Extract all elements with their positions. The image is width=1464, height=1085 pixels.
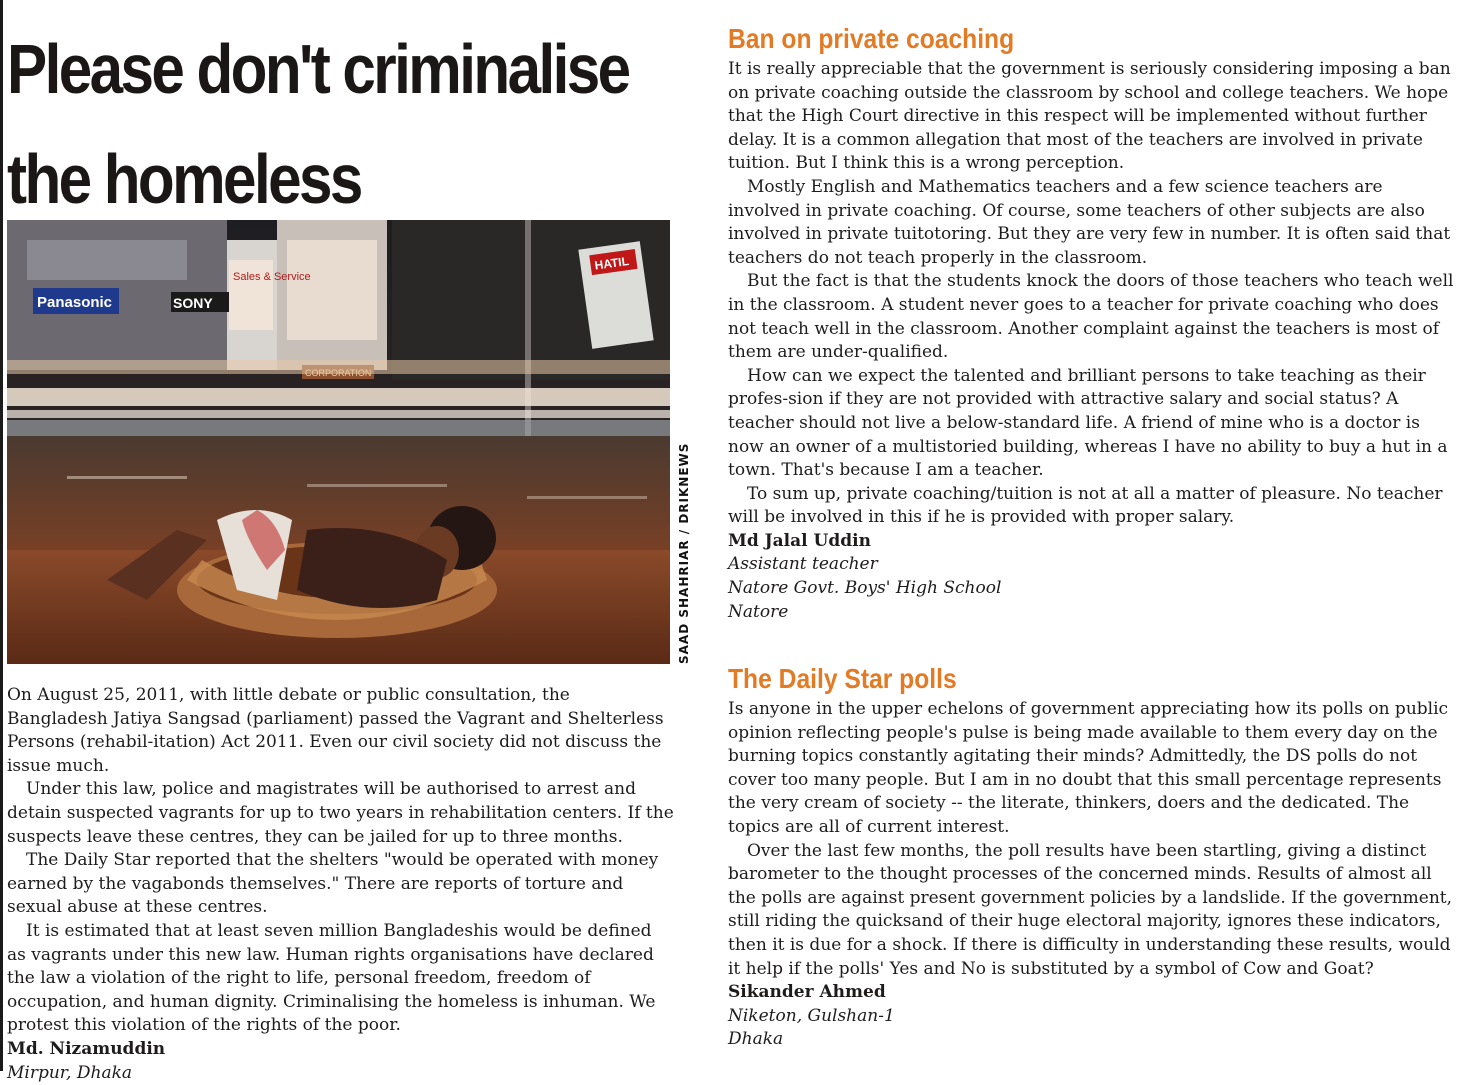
photo-illustration xyxy=(7,220,670,664)
coaching-letter xyxy=(728,22,1454,624)
headline-line-1: Please don't criminalise xyxy=(7,30,629,108)
author-name: Md Jalal Uddin xyxy=(728,530,1454,554)
paragraph: How can we expect the talented and brilliant persons to take teaching as their profes-sion if they are not provided with attractive salary and social status? A teacher should not live a below-standard life. A friend of mine who is a doctor is now an owner of a multistoried building, whereas I have no ability to buy a hut in a town. That's because I am a teacher. xyxy=(728,365,1454,483)
author-city: Dhaka xyxy=(728,1028,1454,1052)
sign-panasonic: Panasonic xyxy=(37,294,112,311)
paragraph: Under this law, police and magistrates will be authorised to arrest and detain suspected vagrants for up to two years in rehabilitation centers. If the suspects leave these centres, they can be jailed for up to three months. xyxy=(7,778,675,849)
paragraph: Mostly English and Mathematics teachers and a few science teachers are involved in private coaching. Of course, some teachers of other subjects are also involved in private tuitotoring. But they are very few in number. It is often said that teachers do not teach properly in the classroom. xyxy=(728,176,1454,270)
news-photo xyxy=(7,220,670,664)
paragraph: To sum up, private coaching/tuition is not at all a matter of pleasure. No teacher will be involved in this if he is provided with proper salary. xyxy=(728,483,1454,530)
paragraph: On August 25, 2011, with little debate or public consultation, the Bangladesh Jatiya Sangsad (parliament) passed the Vagrant and Shelterless Persons (rehabil-itation) Act 2011. Even our civil society did not discuss the issue much. xyxy=(7,684,675,778)
headline-line-2: the homeless xyxy=(7,140,361,218)
author-location: Mirpur, Dhaka xyxy=(7,1062,675,1085)
sign-hatil: HATIL xyxy=(594,254,630,273)
paragraph: Over the last few months, the poll results have been startling, giving a distinct barometer to the thought processes of the concerned minds. Results of almost all the polls are against present government policies by a landslide. If the government, still riding the quicksand of their huge electoral majority, ignores these indicators, then it is due for a shock. If there is difficulty in understanding these results, would it help if the polls' Yes and No is substituted by a symbol of Cow and Goat? xyxy=(728,840,1454,982)
author-role: Assistant teacher xyxy=(728,553,1454,577)
homeless-letter-body xyxy=(7,684,675,1085)
polls-letter xyxy=(728,662,1454,1052)
paragraph: Is anyone in the upper echelons of government appreciating how its polls on public opinion reflecting people's pulse is being made available to them every day on the burning topics constantly agitating their minds? Admittedly, the DS polls do not cover too many people. But I am in no doubt that this small percentage represents the very cream of society -- the literate, thinkers, doers and the dedicated. The topics are all of current interest. xyxy=(728,698,1454,840)
author-address: Niketon, Gulshan-1 xyxy=(728,1005,1454,1029)
author-school: Natore Govt. Boys' High School xyxy=(728,577,1454,601)
paragraph: It is really appreciable that the government is seriously considering imposing a ban on private coaching outside the classroom by school and college teachers. We hope that the High Court directive in this respect will be implemented without further delay. It is a common allegation that most of the teachers are involved in private tuition. But I think this is a wrong perception. xyxy=(728,58,1454,176)
paragraph: But the fact is that the students knock the doors of those teachers who teach well in the classroom. A student never goes to a teacher for private coaching who does not teach well in the classroom. Another complaint against the teachers is most of them are under-qualified. xyxy=(728,270,1454,364)
sign-sales-service: Sales & Service xyxy=(233,271,311,283)
section-title: Ban on private coaching xyxy=(728,22,1367,56)
headline xyxy=(7,14,609,234)
sign-sony: SONY xyxy=(173,295,213,311)
photo-credit: SAAD SHAHRIAR / DRIKNEWS xyxy=(677,443,691,664)
paragraph: It is estimated that at least seven million Bangladeshis would be defined as vagrants under this new law. Human rights organisations have declared the law a violation of the right to life, personal freedom, freedom of occupation, and human dignity. Criminalising the homeless is inhuman. We protest this violation of the rights of the poor. xyxy=(7,920,675,1038)
author-name: Md. Nizamuddin xyxy=(7,1038,675,1062)
column-rule xyxy=(0,0,3,1071)
author-name: Sikander Ahmed xyxy=(728,981,1454,1005)
author-town: Natore xyxy=(728,601,1454,625)
section-title: The Daily Star polls xyxy=(728,662,1367,696)
paragraph: The Daily Star reported that the shelters "would be operated with money earned by the vagabonds themselves." There are reports of torture and sexual abuse at these centres. xyxy=(7,849,675,920)
